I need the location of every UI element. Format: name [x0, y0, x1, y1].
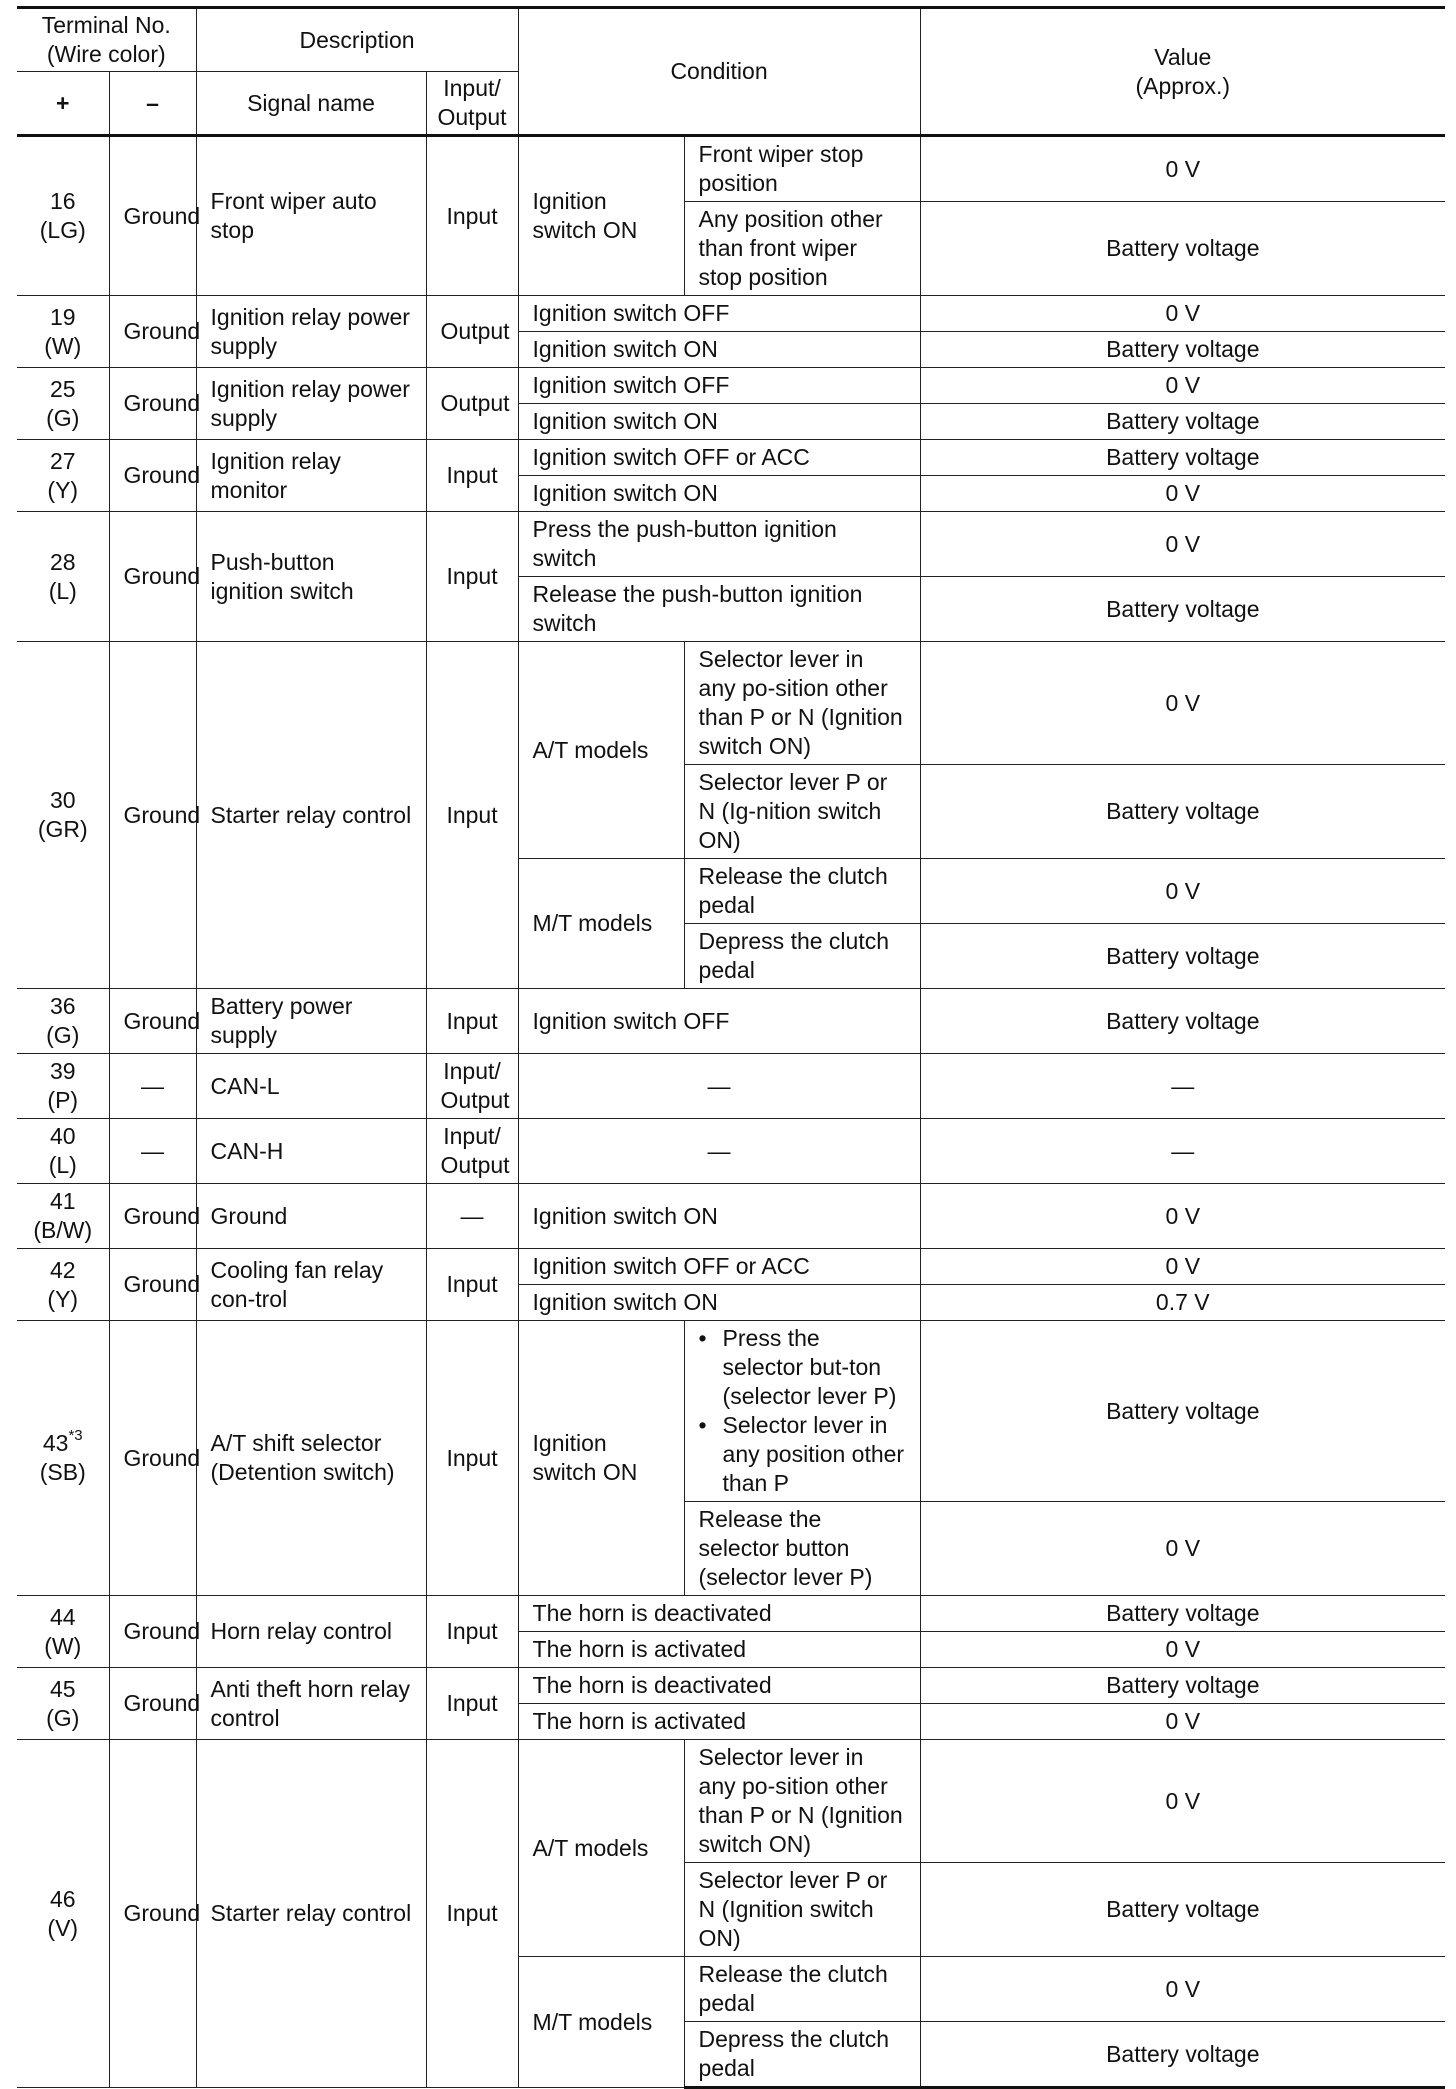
terminal-number-text: 19 [49, 303, 76, 330]
terminal-number [31, 1256, 95, 1285]
terminal-number [31, 1122, 95, 1151]
value-cell: Battery voltage [920, 1863, 1445, 1957]
condition-cell: Release the push-button ignition switch [518, 577, 920, 642]
signal-name: Ignition relay monitor [196, 440, 426, 512]
io-type-line2: Output [440, 1152, 510, 1178]
minus-terminal: Ground [109, 296, 196, 368]
value-cell: 0 V [920, 476, 1445, 512]
condition-detail: Release the clutch pedal [684, 859, 920, 924]
condition-cell: Ignition switch ON [518, 1184, 920, 1249]
io-header-line1: Input/ [443, 75, 501, 101]
value-cell: 0 V [920, 859, 1445, 924]
value-cell: Battery voltage [920, 202, 1445, 296]
table-row [17, 1596, 1445, 1632]
value-cell: 0 V [920, 1632, 1445, 1668]
terminal-number-text: 16 [49, 188, 76, 214]
condition-detail: Release the selector button (selector lever P) [684, 1502, 920, 1596]
minus-terminal: Ground [109, 512, 196, 642]
signal-name: Ignition relay power supply [196, 368, 426, 440]
value-cell: Battery voltage [920, 1668, 1445, 1704]
terminal-number [31, 1675, 95, 1704]
value-cell: 0 V [920, 136, 1445, 202]
terminal-cell [17, 296, 109, 368]
terminal-number-text: 39 [49, 1058, 76, 1084]
condition-cell: Ignition switch OFF [518, 296, 920, 332]
condition-detail: Selector lever P or N (Ignition switch ON) [684, 1863, 920, 1957]
condition-cell: Ignition switch ON [518, 476, 920, 512]
minus-terminal: Ground [109, 1249, 196, 1321]
io-type-line1: Input/ [443, 1058, 501, 1084]
signal-name: Ignition relay power supply [196, 296, 426, 368]
terminal-number [31, 447, 95, 476]
terminal-cell [17, 368, 109, 440]
minus-terminal: Ground [109, 1740, 196, 2088]
value-header [920, 8, 1445, 136]
value-cell: 0 V [920, 1957, 1445, 2022]
value-cell: 0 V [920, 296, 1445, 332]
condition-cell: Press the push-button ignition switch [518, 512, 920, 577]
wire-color-header-label: (Wire color) [46, 41, 166, 67]
value-cell: Battery voltage [920, 1596, 1445, 1632]
terminal-cell [17, 512, 109, 642]
terminal-header [17, 8, 196, 72]
condition-cell: Ignition switch ON [518, 404, 920, 440]
value-cell: 0 V [920, 1249, 1445, 1285]
condition-detail: Depress the clutch pedal [684, 2022, 920, 2088]
table-row [17, 1054, 1445, 1119]
value-cell: Battery voltage [920, 1321, 1445, 1502]
value-cell: 0 V [920, 1704, 1445, 1740]
terminal-number [31, 187, 95, 216]
wire-color: (GR) [37, 816, 88, 842]
terminal-number [31, 1603, 95, 1632]
condition-header: Condition [518, 8, 920, 136]
terminal-number [31, 303, 95, 332]
condition-detail: Selector lever in any po-sition other than P or N (Ignition switch ON) [684, 642, 920, 765]
plus-header: + [17, 72, 109, 136]
minus-terminal: Ground [109, 368, 196, 440]
bullet-item [699, 1324, 906, 1411]
bullet-dot: • [698, 1325, 707, 1351]
wire-color: (SB) [39, 1459, 86, 1485]
signal-name: Anti theft horn relay control [196, 1668, 426, 1740]
signal-name: CAN-L [196, 1054, 426, 1119]
terminal-number [31, 375, 95, 404]
terminal-number-text: 40 [49, 1123, 76, 1149]
terminal-number-text: 41 [49, 1188, 76, 1214]
minus-terminal: Ground [109, 1668, 196, 1740]
minus-terminal: Ground [109, 1596, 196, 1668]
signal-name: Ground [196, 1184, 426, 1249]
terminal-number-text: 44 [49, 1603, 76, 1630]
minus-terminal: — [109, 1119, 196, 1184]
terminal-number-text: 42 [49, 1256, 76, 1283]
wire-color: (G) [46, 404, 80, 431]
io-type: Input [426, 1740, 518, 2088]
condition-cell: The horn is deactivated [518, 1596, 920, 1632]
value-cell: 0 V [920, 642, 1445, 765]
terminal-cell [17, 1740, 109, 2088]
condition-cell: Ignition switch OFF [518, 368, 920, 404]
terminal-number-text: 30 [49, 787, 76, 813]
bullet-dot: • [698, 1412, 707, 1438]
terminal-cell [17, 1119, 109, 1184]
description-header: Description [196, 8, 518, 72]
value-cell: Battery voltage [920, 332, 1445, 368]
value-cell: 0 V [920, 512, 1445, 577]
condition-detail: Release the clutch pedal [684, 1957, 920, 2022]
value-cell: 0.7 V [920, 1285, 1445, 1321]
minus-header: – [109, 72, 196, 136]
condition-cell: Ignition switch ON [518, 332, 920, 368]
minus-terminal: Ground [109, 989, 196, 1054]
value-cell: — [920, 1119, 1445, 1184]
table-row [17, 1249, 1445, 1285]
io-type [426, 1119, 518, 1184]
value-cell: Battery voltage [920, 440, 1445, 476]
condition-cell: The horn is deactivated [518, 1668, 920, 1704]
terminal-cell [17, 1668, 109, 1740]
io-type: Input [426, 642, 518, 989]
signal-name: Cooling fan relay con-trol [196, 1249, 426, 1321]
io-type: Output [426, 296, 518, 368]
io-type-line1: Input/ [443, 1123, 501, 1149]
io-type: Input [426, 440, 518, 512]
terminal-number-text: 45 [49, 1675, 76, 1702]
condition-group: A/T models [518, 642, 684, 859]
signal-name: Front wiper auto stop [196, 136, 426, 296]
table-row [17, 1184, 1445, 1249]
terminal-number [31, 992, 95, 1021]
minus-terminal: Ground [109, 642, 196, 989]
signal-name-header: Signal name [196, 72, 426, 136]
value-cell: 0 V [920, 1184, 1445, 1249]
table-row [17, 1740, 1445, 1863]
io-type: Input [426, 1668, 518, 1740]
terminal-cell [17, 1249, 109, 1321]
terminal-number-text: 46 [49, 1885, 76, 1912]
io-type: Input [426, 1321, 518, 1596]
value-cell: Battery voltage [920, 2022, 1445, 2088]
signal-name: Starter relay control [196, 1740, 426, 2088]
wire-color: (LG) [39, 217, 86, 243]
value-cell: Battery voltage [920, 924, 1445, 989]
io-type: Input [426, 1249, 518, 1321]
value-cell: 0 V [920, 368, 1445, 404]
condition-group: Ignition switch ON [518, 1321, 684, 1596]
terminal-number-text: 25 [49, 375, 76, 402]
terminal-spec-table [17, 6, 1445, 2089]
signal-name: A/T shift selector (Detention switch) [196, 1321, 426, 1596]
condition-cell: Ignition switch OFF or ACC [518, 1249, 920, 1285]
terminal-cell [17, 1321, 109, 1596]
condition-cell: — [518, 1119, 920, 1184]
condition-cell: Ignition switch OFF [518, 989, 920, 1054]
minus-terminal: — [109, 1054, 196, 1119]
terminal-number [31, 1057, 95, 1086]
signal-name: Push-button ignition switch [196, 512, 426, 642]
table-row [17, 1668, 1445, 1704]
bullet-text: Selector lever in any position other than P [722, 1412, 905, 1496]
io-type: — [426, 1184, 518, 1249]
terminal-cell [17, 1596, 109, 1668]
terminal-cell [17, 989, 109, 1054]
io-type: Output [426, 368, 518, 440]
minus-terminal: Ground [109, 1184, 196, 1249]
bullet-text: Press the selector but-ton (selector lever P) [722, 1325, 897, 1409]
minus-terminal: Ground [109, 440, 196, 512]
signal-name: Battery power supply [196, 989, 426, 1054]
value-cell: 0 V [920, 1502, 1445, 1596]
wire-color: (Y) [47, 476, 79, 503]
io-type: Input [426, 989, 518, 1054]
condition-detail: Selector lever in any po-sition other than P or N (Ignition switch ON) [684, 1740, 920, 1863]
terminal-number-text: 27 [49, 447, 76, 474]
io-type [426, 1054, 518, 1119]
value-header-label: Value [1154, 43, 1212, 70]
table-row [17, 1321, 1445, 1502]
table-row [17, 296, 1445, 332]
table-body [17, 136, 1445, 2088]
wire-color: (W) [44, 1632, 82, 1659]
table-row [17, 512, 1445, 577]
condition-detail [684, 1321, 920, 1502]
terminal-number [31, 548, 95, 577]
terminal-number [31, 786, 95, 815]
condition-detail: Front wiper stop position [684, 136, 920, 202]
io-header-line2: Output [437, 104, 507, 130]
io-header [426, 72, 518, 136]
terminal-header-label: Terminal No. [41, 12, 171, 38]
terminal-number [31, 1429, 95, 1458]
terminal-number-text: 43 [42, 1430, 69, 1456]
io-type: Input [426, 136, 518, 296]
wire-color: (P) [47, 1087, 79, 1113]
wire-color: (V) [47, 1914, 79, 1941]
condition-cell: The horn is activated [518, 1632, 920, 1668]
table-row [17, 1119, 1445, 1184]
value-cell: Battery voltage [920, 577, 1445, 642]
wire-color: (Y) [47, 1285, 79, 1312]
table-row [17, 642, 1445, 765]
wire-color: (B/W) [33, 1217, 93, 1243]
table-row [17, 368, 1445, 404]
terminal-cell [17, 440, 109, 512]
wire-color: (G) [46, 1704, 80, 1731]
value-cell: Battery voltage [920, 765, 1445, 859]
table-row [17, 136, 1445, 202]
value-cell: Battery voltage [920, 989, 1445, 1054]
value-cell: Battery voltage [920, 404, 1445, 440]
condition-cell: The horn is activated [518, 1704, 920, 1740]
terminal-number-text: 28 [49, 548, 76, 575]
wire-color: (L) [48, 1152, 77, 1178]
condition-cell: Ignition switch OFF or ACC [518, 440, 920, 476]
signal-name: CAN-H [196, 1119, 426, 1184]
table-row [17, 989, 1445, 1054]
table-row [17, 440, 1445, 476]
terminal-spec-page [17, 6, 1445, 2089]
approx-header-label: (Approx.) [1135, 72, 1231, 99]
terminal-note: *3 [68, 1427, 83, 1445]
header-row-1 [17, 8, 1445, 72]
wire-color: (G) [46, 1022, 80, 1048]
terminal-number [31, 1187, 95, 1216]
terminal-number-text: 36 [49, 993, 76, 1019]
terminal-cell [17, 1184, 109, 1249]
condition-detail: Selector lever P or N (Ig-nition switch ON) [684, 765, 920, 859]
condition-detail: Any position other than front wiper stop position [684, 202, 920, 296]
condition-detail: Depress the clutch pedal [684, 924, 920, 989]
signal-name: Horn relay control [196, 1596, 426, 1668]
condition-group: M/T models [518, 859, 684, 989]
io-type: Input [426, 1596, 518, 1668]
bullet-item [699, 1411, 906, 1498]
condition-cell: — [518, 1054, 920, 1119]
condition-group: Ignition switch ON [518, 136, 684, 296]
value-cell: — [920, 1054, 1445, 1119]
terminal-cell [17, 642, 109, 989]
condition-cell: Ignition switch ON [518, 1285, 920, 1321]
minus-terminal: Ground [109, 1321, 196, 1596]
wire-color: (L) [48, 577, 77, 604]
condition-group: A/T models [518, 1740, 684, 1957]
signal-name: Starter relay control [196, 642, 426, 989]
condition-group: M/T models [518, 1957, 684, 2088]
wire-color: (W) [44, 332, 82, 359]
io-type-line2: Output [440, 1087, 510, 1113]
io-type: Input [426, 512, 518, 642]
terminal-number [31, 1885, 95, 1914]
terminal-cell [17, 136, 109, 296]
terminal-cell [17, 1054, 109, 1119]
value-cell: 0 V [920, 1740, 1445, 1863]
minus-terminal: Ground [109, 136, 196, 296]
